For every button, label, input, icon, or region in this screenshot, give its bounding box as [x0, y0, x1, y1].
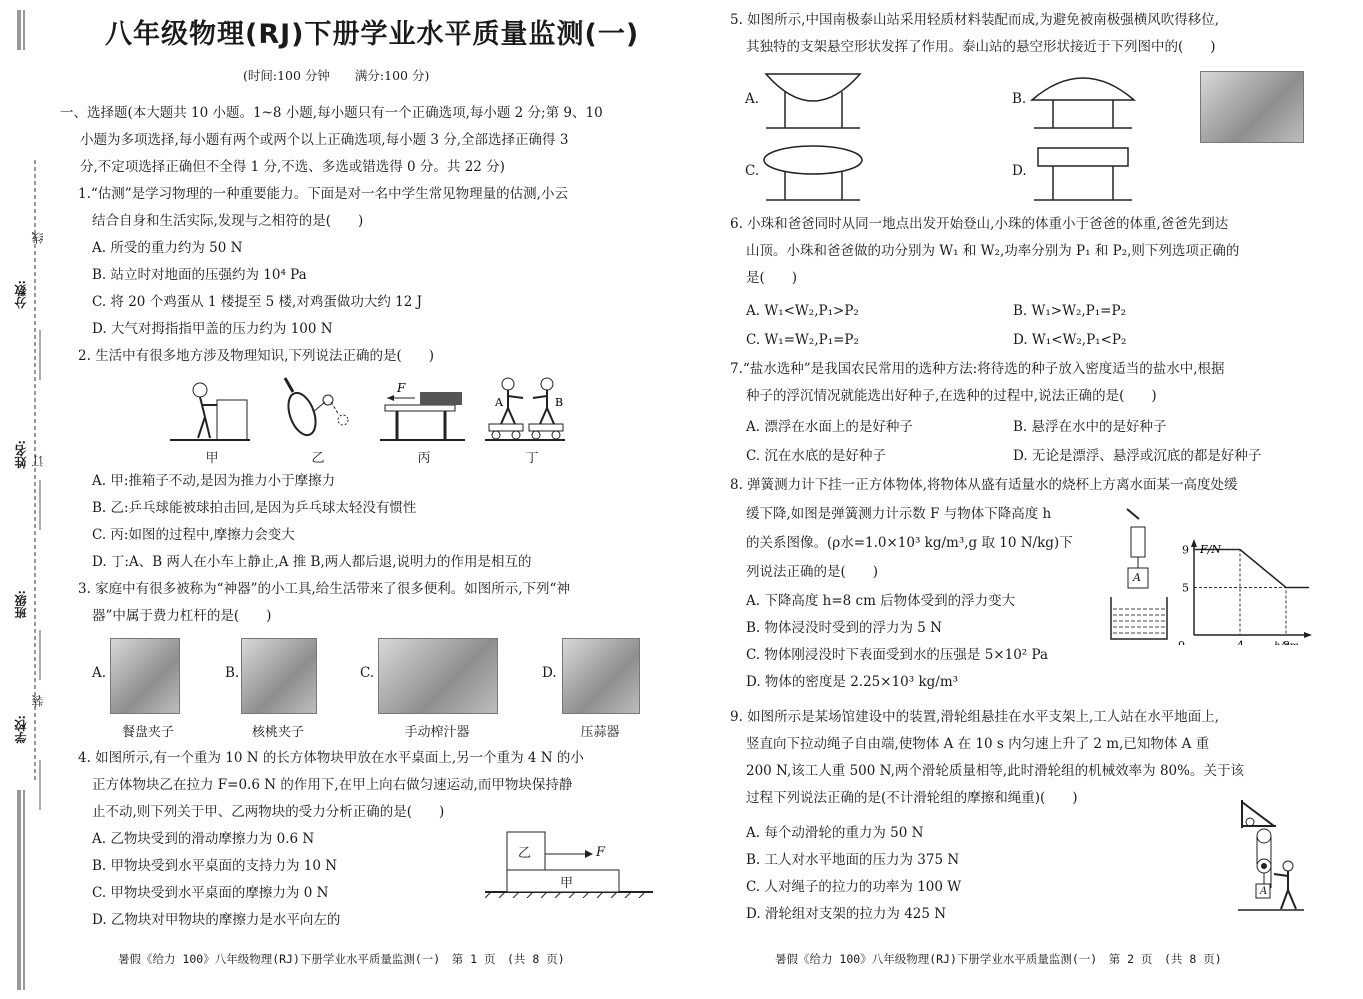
- q5-letter-c: C.: [745, 163, 760, 179]
- tray-clip-image: [110, 638, 180, 714]
- fig-jia-push-box: [170, 383, 250, 440]
- q4-option-d: D. 乙物块对甲物块的摩擦力是水平向左的: [92, 912, 341, 928]
- question-3-stem: [78, 576, 570, 630]
- q5-letter-d: D.: [1012, 163, 1027, 179]
- q5-shape-b: [1028, 68, 1138, 132]
- question-6-stem: [730, 211, 1239, 292]
- q3-letter-d: D.: [542, 665, 557, 681]
- q1-option-c: C. 将 20 个鸡蛋从 1 楼提至 5 楼,对鸡蛋做功大约 12 J: [92, 294, 422, 310]
- q1-option-d: D. 大气对拇指指甲盖的压力约为 100 N: [92, 321, 333, 337]
- question-7-stem: [730, 356, 1225, 410]
- q1-option-a: A. 所受的重力约为 50 N: [92, 240, 243, 256]
- q2-stem: 2. 生活中有很多地方涉及物理知识,下列说法正确的是( ): [78, 348, 434, 364]
- q7-stem-1: 7.“盐水选种”是我国农民常用的选种方法:将待选的种子放入密度适当的盐水中,根据: [730, 361, 1225, 377]
- q6-stem-3: 是( ): [746, 270, 798, 286]
- q7-option-a: A. 漂浮在水面上的是好种子: [746, 419, 913, 435]
- q6-option-b: B. W₁>W₂,P₁=P₂: [1013, 303, 1126, 319]
- section-1-line-3: 分,不定项选择正确但不全得 1 分,不选、多选或错选得 0 分。共 22 分): [80, 159, 505, 175]
- cut-marker-bind: 订: [31, 455, 45, 467]
- q8-stem-2: 缓下降,如图是弹簧测力计示数 F 与物体下降高度 h: [746, 506, 1052, 522]
- q1-stem-1: 1.“估测”是学习物理的一种重要能力。下面是对一名中学生常见物理量的估测,小云: [78, 186, 568, 202]
- walnut-clip-image: [241, 638, 317, 714]
- q2-diagram: [165, 372, 570, 444]
- q6-stem-1: 6. 小珠和爸爸同时从同一地点出发开始登山,小珠的体重小于爸爸的体重,爸爸先到达: [730, 216, 1229, 232]
- q1-option-b: B. 站立时对地面的压强约为 10⁴ Pa: [92, 267, 307, 283]
- question-1: [78, 181, 568, 343]
- q3-caption-d: 压蒜器: [580, 725, 620, 740]
- q3-caption-b: 核桃夹子: [251, 725, 304, 740]
- taishan-station-photo: [1200, 71, 1304, 143]
- q5-stem-2: 其独特的支架悬空形状发挥了作用。泰山站的悬空形状接近于下列图中的( ): [746, 39, 1216, 55]
- section-1-line-1: 一、选择题(本大题共 10 小题。1~8 小题,每小题只有一个正确选项,每小题 2 分;第 9、10: [60, 105, 603, 121]
- q8-xtick-4: [1237, 639, 1244, 645]
- q3-letter-a: A.: [92, 665, 107, 681]
- page-title: 八年级物理(RJ)下册学业水平质量监测(一): [105, 19, 640, 50]
- q4-option-c: C. 甲物块受到水平桌面的摩擦力为 0 N: [92, 885, 329, 901]
- q8-ylabel: F/N: [1200, 543, 1221, 556]
- fig-ding-a-label: A: [495, 396, 503, 409]
- q3-stem-1: 3. 家庭中有很多被称为“神器”的小工具,给生活带来了很多便利。如图所示,下列“神: [78, 581, 570, 597]
- school-label: 学校:: [14, 715, 28, 744]
- fig-bing-table: [380, 392, 465, 440]
- q4-block-yi-label: 乙: [518, 846, 532, 861]
- caption-yi: 乙: [311, 451, 325, 466]
- q3-stem-2: 器”中属于费力杠杆的是( ): [92, 608, 272, 624]
- q3-letter-b: B.: [225, 665, 240, 681]
- q4-option-b: B. 甲物块受到水平桌面的支持力为 10 N: [92, 858, 338, 874]
- footer-right: 暑假《给力 100》八年级物理(RJ)下册学业水平质量监测(一) 第 2 页 (共 8 页): [775, 952, 1222, 966]
- q8-option-a: A. 下降高度 h=8 cm 后物体受到的浮力变大: [746, 593, 1016, 609]
- q8-xlabel: [1274, 641, 1299, 645]
- q8-chart-svg: [1178, 535, 1313, 645]
- q4-block-jia-label: 甲: [560, 876, 574, 891]
- q9-option-c: C. 人对绳子的拉力的功率为 100 W: [746, 879, 962, 895]
- cut-marker-staple: 装: [31, 695, 45, 707]
- q3-caption-c: 手动榨汁器: [404, 725, 470, 740]
- q6-stem-2: 山顶。小珠和爸爸做的功分别为 W₁ 和 W₂,功率分别为 P₁ 和 P₂,则下列选项正确的: [746, 243, 1240, 259]
- q3-letter-c: C.: [360, 665, 375, 681]
- q8-guide-line-0: [1194, 550, 1240, 636]
- q2-figures: [165, 372, 570, 444]
- q6-option-d: D. W₁<W₂,P₁<P₂: [1013, 332, 1127, 348]
- q6-option-c: C. W₁=W₂,P₁=P₂: [746, 332, 859, 348]
- q2-options: [92, 468, 532, 576]
- q8-option-d: D. 物体的密度是 2.25×10³ kg/m³: [746, 674, 959, 690]
- q4-force-label: F: [596, 845, 606, 860]
- q3-caption-a: 餐盘夹子: [121, 725, 174, 740]
- cut-marker-line: 线: [31, 232, 45, 244]
- q7-option-c: C. 沉在水底的是好种子: [746, 448, 886, 464]
- section-1-line-2: 小题为多项选择,每小题有两个或两个以上正确选项,每小题 3 分,全部选择正确得 3: [80, 132, 569, 148]
- q5-shape-a: [760, 68, 870, 132]
- q1-stem-2: 结合自身和生活实际,发现与之相符的是( ): [92, 213, 364, 229]
- q8-option-c: C. 物体刚浸没时下表面受到水的压强是 5×10² Pa: [746, 647, 1049, 663]
- q4-options: [92, 826, 340, 934]
- q4-stem-1: 4. 如图所示,有一个重为 10 N 的长方体物块甲放在水平桌面上,另一个重为 4 N 的小: [78, 750, 584, 766]
- name-label: 姓名:: [14, 440, 28, 469]
- q7-option-d: D. 无论是漂浮、悬浮或沉底的都是好种子: [1013, 448, 1262, 464]
- q8-xtick-0: [1178, 639, 1185, 645]
- q9-stem-2: 竖直向下拉动绳子自由端,使物体 A 在 10 s 内匀速上升了 2 m,已知物体 A 重: [746, 736, 1210, 752]
- q8-stem-1: 8. 弹簧测力计下挂一正方体物体,将物体从盛有适量水的烧杯上方离水面某一高度处缓: [730, 477, 1238, 493]
- q8-block-label: A: [1133, 571, 1141, 584]
- time-score-note: (时间:100 分钟 满分:100 分): [243, 68, 430, 83]
- q8-stem-4: 列说法正确的是( ): [746, 564, 879, 580]
- score-label: 分数:: [14, 280, 28, 309]
- q9-stem-1: 9. 如图所示是某场馆建设中的装置,滑轮组悬挂在水平支架上,工人站在水平地面上,: [730, 709, 1220, 725]
- section-1-instructions: [60, 100, 603, 181]
- q4-option-a: A. 乙物块受到的滑动摩擦力为 0.6 N: [92, 831, 315, 847]
- q6-option-a: A. W₁<W₂,P₁>P₂: [746, 303, 859, 319]
- q7-stem-2: 种子的浮沉情况就能选出好种子,在选种的过程中,说法正确的是( ): [746, 388, 1157, 404]
- q9-option-a: A. 每个动滑轮的重力为 50 N: [746, 825, 924, 841]
- question-5-stem: [730, 7, 1219, 61]
- q9-option-d: D. 滑轮组对支架的拉力为 425 N: [746, 906, 947, 922]
- q5-letter-b: B.: [1012, 91, 1027, 107]
- q2-option-a: A. 甲:推箱子不动,是因为推力小于摩擦力: [92, 473, 336, 489]
- fig-ding-b-label: B: [555, 396, 564, 409]
- q9-options: [746, 820, 961, 928]
- q8-options: [746, 588, 1048, 696]
- q7-option-b: B. 悬浮在水中的是好种子: [1013, 419, 1167, 435]
- q8-force-graph: [1178, 535, 1313, 649]
- q9-stem-3: 200 N,该工人重 500 N,两个滑轮质量相等,此时滑轮组的机械效率为 80%。关于该: [746, 763, 1244, 779]
- fig-ding-carts: [485, 378, 565, 440]
- q9-pulley-diagram: [1236, 798, 1306, 916]
- caption-jia: 甲: [205, 451, 219, 466]
- question-9-stem: [730, 704, 1244, 812]
- q8-ytick-9: 9: [1182, 543, 1189, 557]
- fig-yi-paddle: [283, 378, 348, 439]
- q5-stem-1: 5. 如图所示,中国南极泰山站采用轻质材料装配而成,为避免被南极强横风吹得移位,: [730, 12, 1220, 28]
- q9-block-label: A: [1260, 886, 1268, 897]
- q5-shape-d: [1028, 140, 1138, 204]
- q4-stem-3: 止不动,则下列关于甲、乙两物块的受力分析正确的是( ): [92, 804, 445, 820]
- garlic-press-image: [562, 638, 640, 714]
- q9-stem-4: 过程下列说法正确的是(不计滑轮组的摩擦和绳重)( ): [746, 790, 1078, 806]
- juicer-image: [378, 638, 498, 714]
- fig-bing-force-label: F: [397, 381, 406, 395]
- q5-shape-c: [760, 140, 870, 204]
- caption-ding: 丁: [525, 451, 539, 466]
- q8-ytick-5: 5: [1182, 581, 1189, 595]
- caption-bing: 丙: [417, 451, 431, 466]
- q2-option-c: C. 丙:如图的过程中,摩擦力会变大: [92, 527, 295, 543]
- q8-option-b: B. 物体浸没时受到的浮力为 5 N: [746, 620, 942, 636]
- footer-left: 暑假《给力 100》八年级物理(RJ)下册学业水平质量监测(一) 第 1 页 (共 8 页): [118, 952, 565, 966]
- binding-line-art: [0, 0, 60, 999]
- q2-option-d: D. 丁:A、B 两人在小车上静止,A 推 B,两人都后退,说明力的作用是相互的: [92, 554, 532, 570]
- q9-option-b: B. 工人对水平地面的压力为 375 N: [746, 852, 960, 868]
- q4-stem-2: 正方体物块乙在拉力 F=0.6 N 的作用下,在甲上向右做匀速运动,而甲物块保持静: [92, 777, 573, 793]
- q8-stem-3: 的关系图像。(ρ水=1.0×10³ kg/m³,g 取 10 N/kg)下: [746, 535, 1073, 551]
- q5-letter-a: A.: [745, 91, 760, 107]
- q2-option-b: B. 乙:乒乓球能被球拍击回,是因为乒乓球太轻没有惯性: [92, 500, 417, 516]
- class-label: 班级:: [14, 590, 28, 619]
- question-4-stem: [78, 745, 584, 826]
